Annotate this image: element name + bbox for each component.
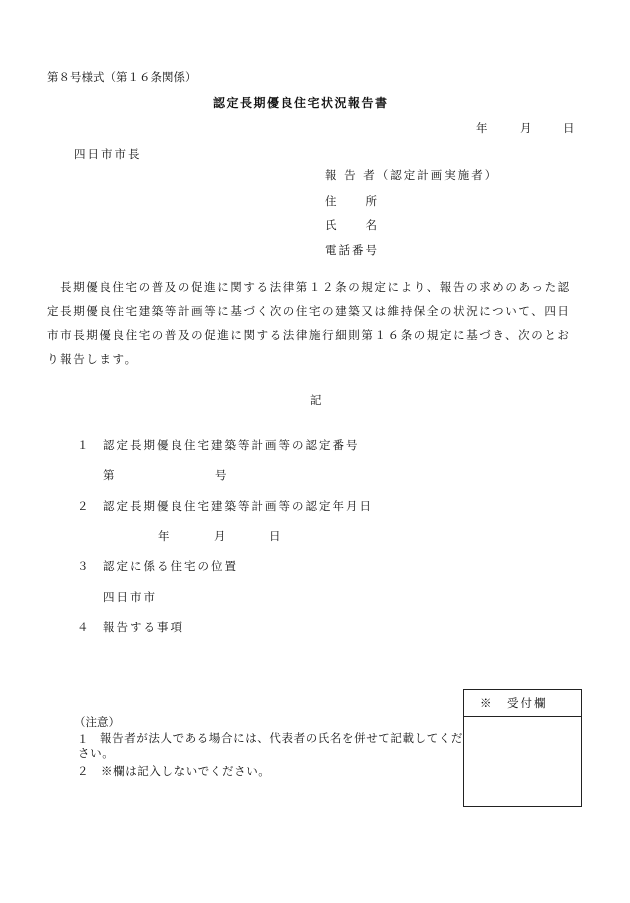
item-1-go: 号 <box>215 468 227 482</box>
receipt-box <box>463 689 582 807</box>
item-3-number: ３ <box>77 559 89 573</box>
form-number: 第８号様式（第１６条関係） <box>47 70 197 84</box>
reporter-address: 住 所 <box>325 194 379 208</box>
ki-heading: 記 <box>310 393 322 407</box>
receipt-label: ※ 受付欄 <box>464 690 581 717</box>
item-4-number: ４ <box>77 620 89 634</box>
item-1-label: 認定長期優良住宅建築等計画等の認定番号 <box>103 438 360 452</box>
document-title: 認定長期優良住宅状況報告書 <box>213 96 389 110</box>
reporter-name: 氏 名 <box>325 218 379 232</box>
date-day: 日 <box>563 121 575 135</box>
note-1-number: １ <box>77 732 89 746</box>
item-3-label: 認定に係る住宅の位置 <box>103 559 238 573</box>
item-2-number: ２ <box>77 499 89 513</box>
item-2-year: 年 <box>158 529 170 543</box>
item-2-month: 月 <box>214 529 226 543</box>
date-month: 月 <box>520 121 532 135</box>
reporter-label: 報 告 者（認定計画実施者） <box>325 168 499 182</box>
note-2-number: ２ <box>77 764 89 778</box>
notes-heading: （注意） <box>74 715 120 729</box>
body-paragraph: 長期優良住宅の普及の促進に関する法律第１２条の規定により、報告の求めのあった認定長期優良住宅建築等計画等に基づく次の住宅の建築又は維持保全の状況について、四日市市長期優良住宅の普及の促進に関する法律施行細則第１６条の規定に基づき、次のとおり報告します。 <box>47 280 571 366</box>
receipt-stamp-area <box>464 717 581 806</box>
reporter-phone: 電話番号 <box>325 243 379 257</box>
date-year: 年 <box>476 121 488 135</box>
item-2-day: 日 <box>269 529 281 543</box>
note-2-text: ※欄は記入しないでください。 <box>101 764 271 778</box>
addressee: 四日市市長 <box>74 147 142 161</box>
item-4-label: 報告する事項 <box>103 620 184 634</box>
item-2-label: 認定長期優良住宅建築等計画等の認定年月日 <box>103 499 373 513</box>
note-1-text: 報告者が法人である場合には、代表者の氏名を併せて記載してください。 <box>78 731 463 760</box>
item-1-dai: 第 <box>103 468 115 482</box>
item-3-city: 四日市市 <box>103 590 157 604</box>
item-1-number: １ <box>77 438 89 452</box>
